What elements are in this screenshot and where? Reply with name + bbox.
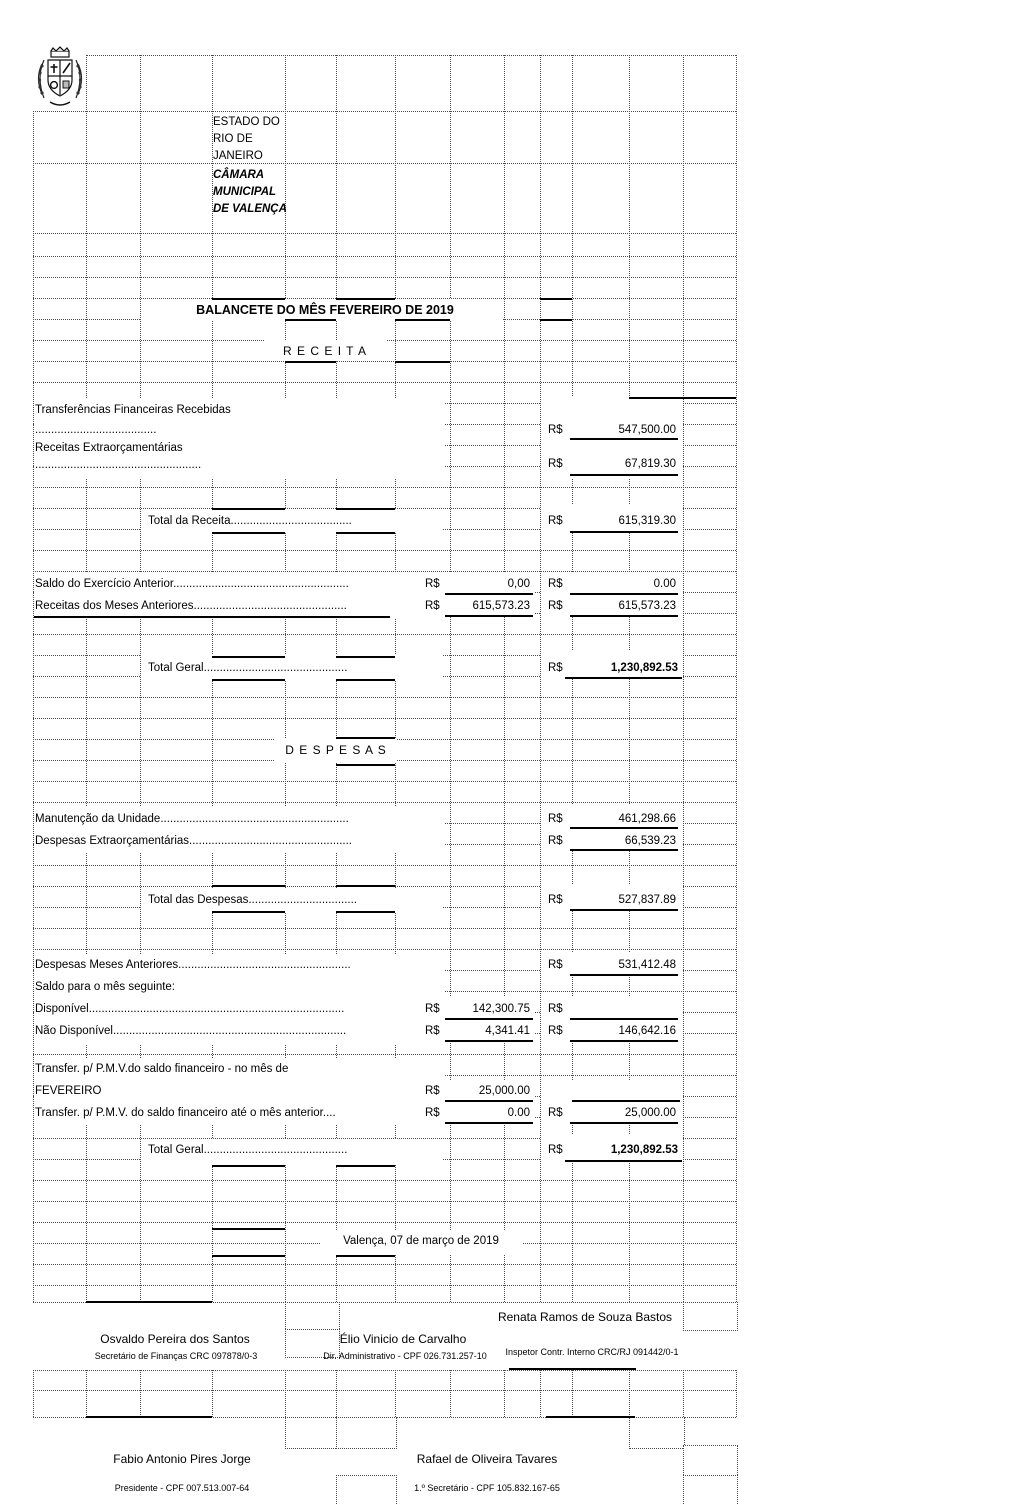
currency-symbol: R$	[548, 1107, 563, 1119]
dotted-cell-box	[629, 1417, 685, 1449]
signature-title: Presidente - CPF 007.513.007-64	[114, 1483, 250, 1493]
grid-row-line	[33, 634, 736, 635]
solid-border-segment	[629, 397, 736, 399]
signature-title: Inspetor Contr. Interno CRC/RJ 091442/0-1	[505, 1347, 679, 1357]
solid-border-segment	[336, 532, 395, 534]
grid-column-line	[504, 1370, 505, 1417]
grid-column-line	[540, 1370, 541, 1417]
solid-border-segment	[336, 679, 395, 681]
line-item-label: Transfer. p/ P.M.V. do saldo financeiro até o mês anterior....	[35, 1107, 336, 1119]
currency-symbol: R$	[548, 835, 563, 847]
grid-row-line	[33, 1285, 736, 1286]
line-item-label: Transferências Financeiras Recebidas	[35, 404, 231, 416]
grid-column-line	[683, 55, 684, 1302]
amount-value: 67,819.30	[624, 458, 676, 470]
currency-symbol: R$	[548, 458, 563, 470]
currency-symbol: R$	[548, 424, 563, 436]
grid-row-line	[33, 233, 736, 234]
grid-row-line	[33, 256, 736, 257]
solid-border-segment	[212, 679, 285, 681]
date-line: Valença, 07 de março de 2019	[343, 1235, 499, 1247]
solid-border-segment	[34, 616, 390, 618]
amount-value: 66,539.23	[624, 835, 676, 847]
grid-row-line	[33, 1201, 736, 1202]
grid-row-line	[33, 697, 736, 698]
grid-row-line	[33, 1390, 736, 1391]
despesas-heading: D E S P E S A S	[285, 743, 387, 757]
line-item-label: Transfer. p/ P.M.V.do saldo financeiro - no mês de	[35, 1063, 289, 1075]
solid-border-segment	[212, 508, 285, 510]
coat-of-arms-logo	[34, 46, 86, 110]
coat-of-arms-icon	[34, 46, 86, 110]
grid-row-line	[33, 1264, 736, 1265]
grid-column-line	[736, 55, 737, 1302]
chamber-name: CÂMARA MUNICIPAL DE VALENÇA	[213, 169, 287, 215]
dotted-cell-box	[285, 1417, 338, 1449]
grid-row-line	[33, 928, 736, 929]
amount-value: 527,837.89	[618, 894, 676, 906]
amount-value: 461,298.66	[618, 813, 676, 825]
grid-column-line	[212, 1370, 213, 1417]
solid-border-segment	[212, 656, 285, 658]
currency-symbol: R$	[425, 1003, 440, 1015]
total-despesas-label: Total das Despesas..................................	[148, 894, 357, 906]
currency-symbol: R$	[548, 1025, 563, 1037]
amount-value: 1,230,892.53	[610, 1144, 678, 1156]
line-item-label: Despesas Extraorçamentárias...................................................	[35, 835, 352, 847]
grid-row-line	[33, 277, 736, 278]
amount-value: 25,000.00	[478, 1085, 530, 1097]
currency-symbol: R$	[425, 1025, 440, 1037]
line-item-label: Saldo do Exercício Anterior.......................................................	[35, 578, 349, 590]
solid-border-segment	[546, 1416, 635, 1418]
grid-row-line	[33, 949, 736, 950]
line-item-label: Manutenção da Unidade...........................................................	[35, 813, 349, 825]
grid-row-line	[33, 163, 736, 164]
grid-row-line	[33, 487, 736, 488]
solid-border-segment	[336, 298, 395, 300]
amount-value: 615,573.23	[472, 600, 530, 612]
signature-name: Fabio Antonio Pires Jorge	[113, 1452, 251, 1466]
currency-symbol: R$	[425, 1085, 440, 1097]
solid-border-segment	[540, 298, 572, 300]
signature-name: Rafael de Oliveira Tavares	[416, 1452, 558, 1466]
signature-title: Secretário de Finanças CRC 097878/0-3	[94, 1351, 258, 1361]
solid-border-segment	[395, 361, 450, 363]
grid-column-line	[285, 1370, 286, 1417]
dots-leader: ....................................................	[35, 459, 202, 471]
grid-column-line	[736, 1370, 737, 1417]
currency-symbol: R$	[548, 578, 563, 590]
grid-row-line	[33, 1054, 736, 1055]
currency-symbol: R$	[425, 600, 440, 612]
currency-symbol: R$	[425, 1107, 440, 1119]
solid-border-segment	[86, 1416, 212, 1418]
total-geral-label: Total Geral.............................................	[148, 662, 348, 674]
line-item-label: Receitas dos Meses Anteriores................................................	[35, 600, 347, 612]
grid-column-line	[140, 1370, 141, 1417]
currency-symbol: R$	[548, 1144, 563, 1156]
state-name: ESTADO DO RIO DE JANEIRO	[213, 116, 280, 162]
amount-value: 1,230,892.53	[610, 662, 678, 674]
solid-border-segment	[212, 1165, 285, 1167]
solid-border-segment	[336, 737, 395, 739]
currency-symbol: R$	[548, 1003, 563, 1015]
solid-border-segment	[212, 1228, 285, 1230]
grid-row-line	[33, 111, 736, 112]
grid-row-line	[33, 550, 736, 551]
amount-value: 4,341.41	[485, 1025, 530, 1037]
currency-symbol: R$	[548, 894, 563, 906]
solid-border-segment	[570, 531, 678, 533]
solid-border-segment	[285, 361, 336, 363]
line-item-label: FEVEREIRO	[35, 1085, 102, 1097]
dots-leader: ......................................	[35, 424, 157, 436]
solid-border-segment	[212, 532, 285, 534]
line-item-label: Saldo para o mês seguinte:	[35, 981, 176, 993]
solid-border-segment	[212, 1255, 285, 1257]
solid-border-segment	[336, 885, 395, 887]
grid-column-line	[336, 1370, 337, 1417]
grid-row-line	[33, 1222, 736, 1223]
total-geral-label: Total Geral.............................................	[148, 1144, 348, 1156]
grid-column-line	[450, 1370, 451, 1417]
currency-symbol: R$	[548, 515, 563, 527]
solid-border-segment	[570, 1018, 678, 1020]
amount-value: 142,300.75	[472, 1003, 530, 1015]
grid-column-line	[33, 1370, 34, 1417]
amount-value: 531,412.48	[618, 959, 676, 971]
currency-symbol: R$	[425, 578, 440, 590]
signature-name: Osvaldo Pereira dos Santos	[100, 1332, 250, 1346]
solid-border-segment	[572, 1100, 680, 1102]
solid-border-segment	[565, 1160, 682, 1162]
solid-border-segment	[86, 1301, 212, 1303]
amount-value: 615,319.30	[618, 515, 676, 527]
amount-value: 547,500.00	[618, 424, 676, 436]
currency-symbol: R$	[548, 662, 563, 674]
dotted-cell-box	[336, 1475, 397, 1505]
solid-border-segment	[509, 1368, 636, 1370]
dotted-cell-box	[336, 1417, 397, 1449]
amount-value: 25,000.00	[624, 1107, 676, 1119]
solid-border-segment	[212, 911, 285, 913]
solid-border-segment	[336, 764, 395, 766]
amount-value: 615,573.23	[618, 600, 676, 612]
grid-row-line	[33, 718, 736, 719]
grid-row-line	[86, 55, 736, 56]
line-item-label: Disponível................................................................................	[35, 1003, 345, 1015]
grid-row-line	[33, 361, 736, 362]
grid-column-line	[572, 1370, 573, 1417]
solid-border-segment	[336, 656, 395, 658]
grid-row-line	[33, 781, 736, 782]
signature-name: Élio Vinicio de Carvalho	[339, 1332, 467, 1346]
solid-border-segment	[540, 319, 572, 321]
solid-border-segment	[212, 885, 285, 887]
grid-column-line	[86, 1370, 87, 1417]
grid-row-line	[33, 382, 736, 383]
dotted-cell-box	[683, 1445, 738, 1477]
dotted-cell-box	[683, 1302, 738, 1331]
dotted-cell-box	[683, 1475, 738, 1505]
signature-title: Dir. Administrativo - CPF 026.731.257-10	[323, 1351, 487, 1361]
currency-symbol: R$	[548, 813, 563, 825]
grid-column-line	[683, 1370, 684, 1417]
grid-row-line	[33, 1180, 736, 1181]
amount-value: 0,00	[507, 578, 530, 590]
line-item-label: Receitas Extraorçamentárias	[35, 442, 183, 454]
solid-border-segment	[336, 911, 395, 913]
solid-border-segment	[212, 298, 285, 300]
dotted-cell-box	[285, 1302, 340, 1331]
grid-column-line	[395, 1370, 396, 1417]
solid-border-segment	[336, 1255, 395, 1257]
grid-column-line	[629, 1370, 630, 1417]
report-title: BALANCETE DO MÊS FEVEREIRO DE 2019	[196, 303, 454, 317]
signature-title: 1.º Secretário - CPF 105.832.167-65	[414, 1483, 560, 1493]
grid-row-line	[33, 865, 736, 866]
signature-name: Renata Ramos de Souza Bastos	[497, 1310, 673, 1324]
total-receita-label: Total da Receita......................................	[148, 515, 352, 527]
amount-value: 0.00	[653, 578, 676, 590]
currency-symbol: R$	[548, 959, 563, 971]
grid-row-line	[33, 802, 736, 803]
solid-border-segment	[336, 508, 395, 510]
amount-value: 146,642.16	[618, 1025, 676, 1037]
amount-value: 0.00	[507, 1107, 530, 1119]
solid-border-segment	[570, 474, 678, 476]
line-item-label: Não Disponível.........................................................................	[35, 1025, 347, 1037]
receita-heading: R E C E I T A	[283, 344, 367, 358]
solid-border-segment	[336, 1165, 395, 1167]
currency-symbol: R$	[548, 600, 563, 612]
grid-row-line	[33, 1370, 736, 1371]
line-item-label: Despesas Meses Anteriores......................................................	[35, 959, 351, 971]
